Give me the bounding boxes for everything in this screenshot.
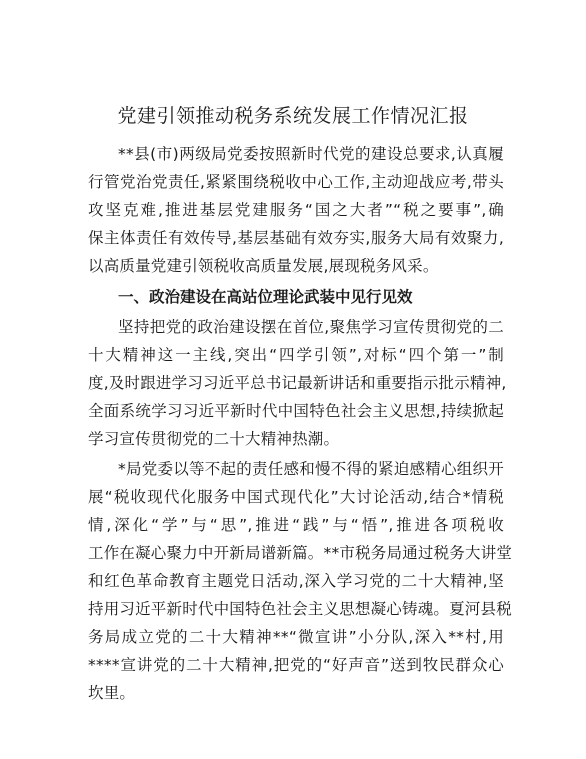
paragraph-line: 持用习近平新时代中国特色社会主义思想凝心铸魂。夏河县税 xyxy=(88,600,512,618)
paragraph-line: ****宣讲党的二十大精神,把党的“好声音”送到牧民群众心 xyxy=(88,656,504,674)
paragraph-line: 展“税收现代化服务中国式现代化”大讨论活动,结合*情税 xyxy=(88,488,504,506)
paragraph-line: 度,及时跟进学习习近平总书记最新讲话和重要指示批示精神, xyxy=(88,374,507,392)
paragraph-line: 以高质量党建引领税收高质量发展,展现税务风采。 xyxy=(88,257,439,275)
paragraph-line: 攻坚克难,推进基层党建服务“国之大者”“税之要事”,确 xyxy=(88,201,504,219)
paragraph-line: 坎里。 xyxy=(88,684,136,702)
paragraph-intro xyxy=(88,140,504,280)
paragraph-line: 学习宣传贯彻党的二十大精神热潮。 xyxy=(88,430,340,448)
paragraph-line: 十大精神这一主线,突出“四学引领”,对标“四个第一”制 xyxy=(88,346,504,364)
paragraph-line: 情,深化“学”与“思”,推进“践”与“悟”,推进各项税收 xyxy=(88,516,504,534)
paragraph-line: 务局成立党的二十大精神**“微宣讲”小分队,深入**村,用 xyxy=(88,628,504,646)
document-title: 党建引领推动税务系统发展工作情况汇报 xyxy=(117,105,469,127)
paragraph-political-building xyxy=(88,313,507,453)
paragraph-line: 行管党治党责任,紧紧围绕税收中心工作,主动迎战应考,带头 xyxy=(88,173,504,191)
paragraph-line: 全面系统学习习近平新时代中国特色社会主义思想,持续掀起 xyxy=(88,402,504,420)
section-heading xyxy=(88,283,504,311)
paragraph-line: 和红色革命教育主题党日活动,深入学习党的二十大精神,坚 xyxy=(88,572,504,590)
paragraph-line: 坚持把党的政治建设摆在首位,聚焦学习宣传贯彻党的二 xyxy=(118,318,504,336)
paragraph-line: 保主体责任有效传导,基层基础有效夯实,服务大局有效聚力, xyxy=(88,229,504,247)
paragraph-line: 工作在凝心聚力中开新局谱新篇。**市税务局通过税务大讲堂 xyxy=(88,544,513,562)
paragraph-line: **县(市)两级局党委按照新时代党的建设总要求,认真履 xyxy=(118,145,504,163)
paragraph-activities xyxy=(88,455,513,707)
paragraph-line: *局党委以等不起的责任感和慢不得的紧迫感精心组织开 xyxy=(118,460,504,478)
section-heading-text: 一、政治建设在高站位理论武装中见行见效 xyxy=(118,288,413,306)
